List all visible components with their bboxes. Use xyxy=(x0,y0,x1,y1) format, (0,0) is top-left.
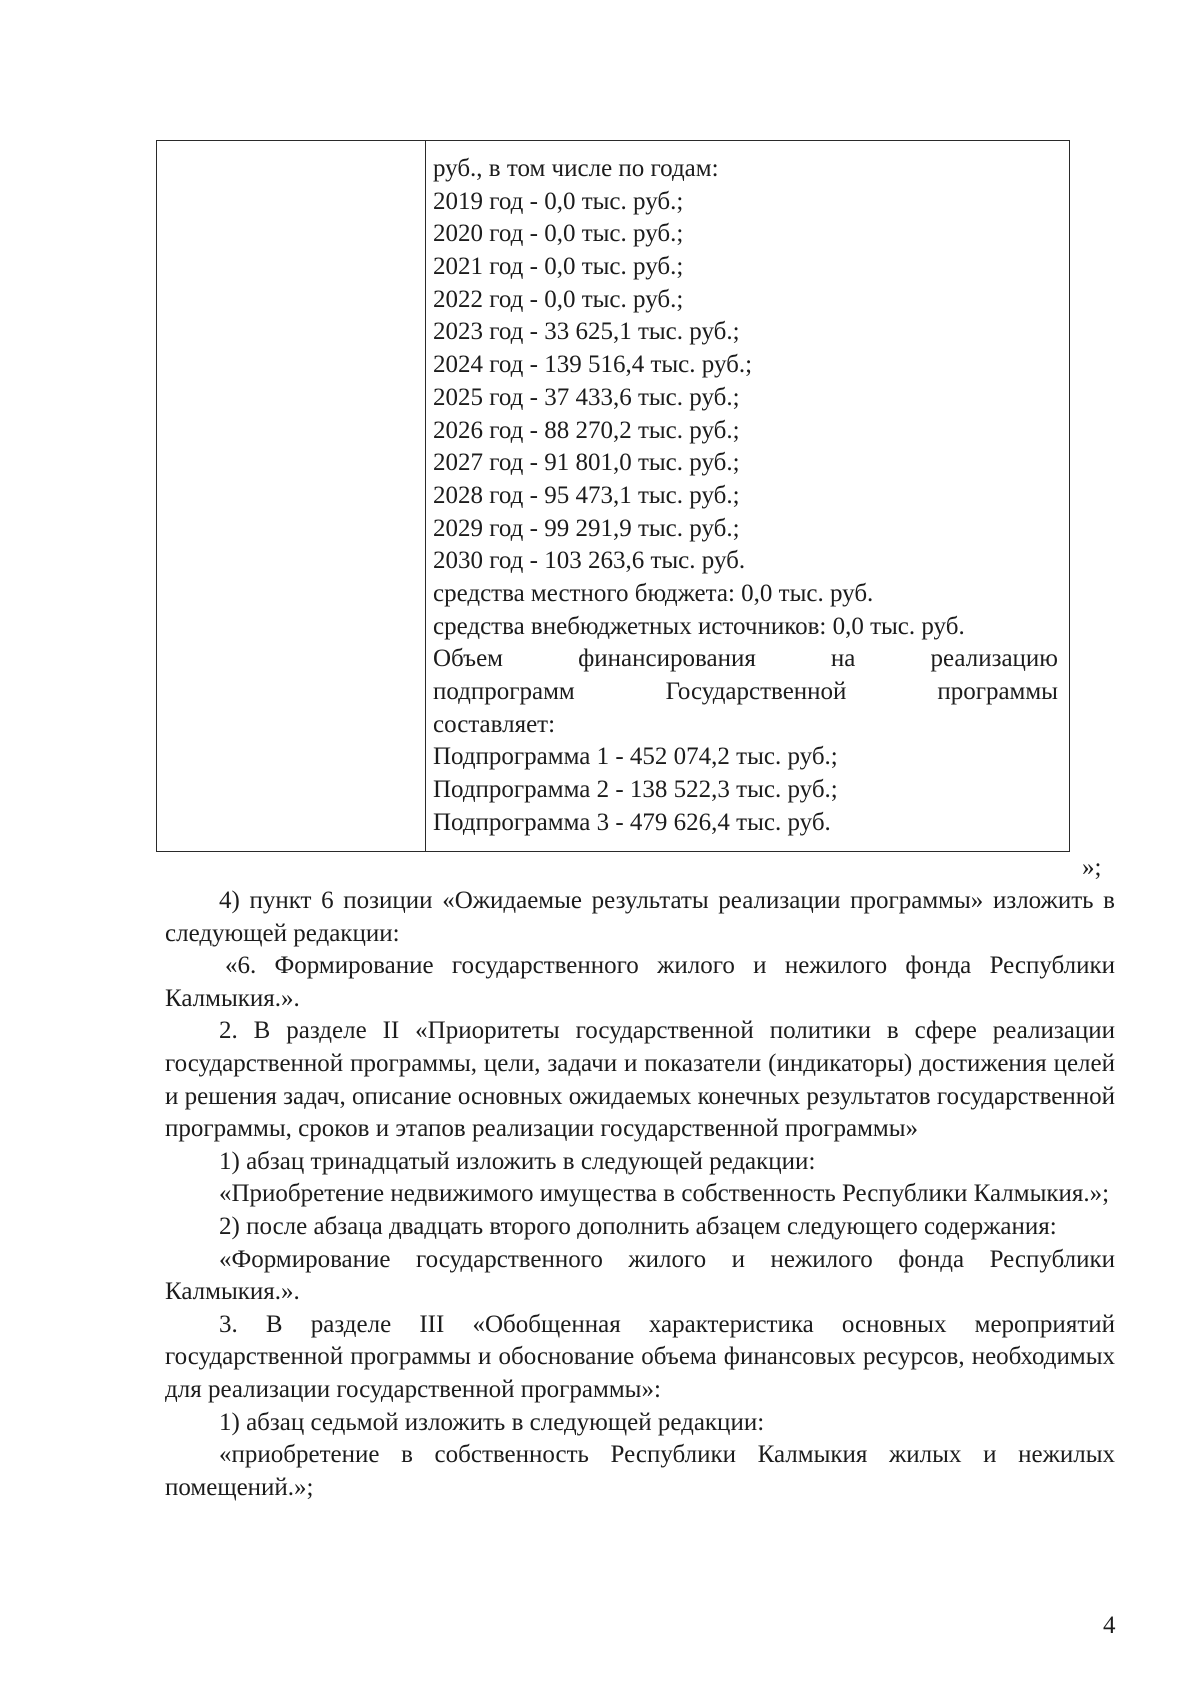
subprogram-line: Подпрограмма 2 - 138 522,3 тыс. руб.; xyxy=(433,776,838,804)
paragraph: 1) абзац тринадцатый изложить в следующей редакции: xyxy=(219,1147,816,1175)
table-line: 2028 год - 95 473,1 тыс. руб.; xyxy=(433,481,740,509)
word: финансирования xyxy=(578,645,756,673)
table-line: 2020 год - 0,0 тыс. руб.; xyxy=(433,220,684,248)
paragraph: «6. Формирование государственного жилого и нежилого фонда Республики Калмыкия.». xyxy=(165,952,1115,1012)
table-line: 2021 год - 0,0 тыс. руб.; xyxy=(433,253,684,281)
word: реализацию xyxy=(930,645,1058,673)
table-column-divider xyxy=(425,141,426,851)
word: Объем xyxy=(433,645,503,673)
paragraph: 1) абзац седьмой изложить в следующей редакции: xyxy=(219,1408,765,1436)
paragraph: «Формирование государственного жилого и нежилого фонда Республики Калмыкия.». xyxy=(165,1245,1115,1306)
word: подпрограмм xyxy=(433,678,575,705)
paragraph: 4) пункт 6 позиции «Ожидаемые результаты реализации программы» изложить в следующей редакции: xyxy=(165,887,1115,947)
table-line: 2024 год - 139 516,4 тыс. руб.; xyxy=(433,351,753,379)
table-line: 2026 год - 88 270,2 тыс. руб.; xyxy=(433,416,740,444)
financing-volume-line xyxy=(433,676,1058,709)
table-line: 2019 год - 0,0 тыс. руб.; xyxy=(433,187,684,215)
page-number: 4 xyxy=(1103,1612,1116,1639)
table-line: 2023 год - 33 625,1 тыс. руб.; xyxy=(433,318,740,346)
table-line: руб., в том числе по годам: xyxy=(433,155,719,182)
financing-volume-line xyxy=(433,643,1058,676)
body-text xyxy=(165,885,1115,1504)
paragraph: 2) после абзаца двадцать второго дополнить абзацем следующего содержания: xyxy=(219,1212,1057,1240)
paragraph: 3. В разделе III «Обобщенная характеристика основных мероприятий государственной программы и обоснование объема финансовых ресурсов, необходимых для реализации государственной программы»: xyxy=(165,1310,1115,1403)
paragraph: «Приобретение недвижимого имущества в собственность Республики Калмыкия.»; xyxy=(219,1180,1110,1208)
table-line: 2030 год - 103 263,6 тыс. руб. xyxy=(433,547,746,575)
word: программы xyxy=(937,678,1058,705)
table-line: средства внебюджетных источников: 0,0 тыс. руб. xyxy=(433,612,965,640)
paragraph: «приобретение в собственность Республики Калмыкия жилых и нежилых помещений.»; xyxy=(165,1441,1115,1501)
word: Государственной xyxy=(665,678,847,705)
subprogram-line: Подпрограмма 1 - 452 074,2 тыс. руб.; xyxy=(433,743,838,771)
table-line: 2029 год - 99 291,9 тыс. руб.; xyxy=(433,514,740,542)
financing-table xyxy=(156,140,1070,852)
table-line: 2025 год - 37 433,6 тыс. руб.; xyxy=(433,383,740,411)
closing-quote: »; xyxy=(1082,854,1102,881)
table-line: 2022 год - 0,0 тыс. руб.; xyxy=(433,285,684,313)
word: на xyxy=(830,645,856,673)
subprogram-line: Подпрограмма 3 - 479 626,4 тыс. руб. xyxy=(433,808,831,836)
table-line: средства местного бюджета: 0,0 тыс. руб. xyxy=(433,579,874,607)
table-line: 2027 год - 91 801,0 тыс. руб.; xyxy=(433,449,740,477)
financing-volume-line: составляет: xyxy=(433,710,556,738)
table-right-cell xyxy=(433,153,1058,839)
paragraph: 2. В разделе II «Приоритеты государственной политики в сфере реализации государственной программы, цели, задачи и показатели (индикаторы) достижения целей и решения задач, описание основных ожидаемых конечных результатов государственной программы, сроков и этапов реализации государственной программы» xyxy=(165,1017,1115,1143)
